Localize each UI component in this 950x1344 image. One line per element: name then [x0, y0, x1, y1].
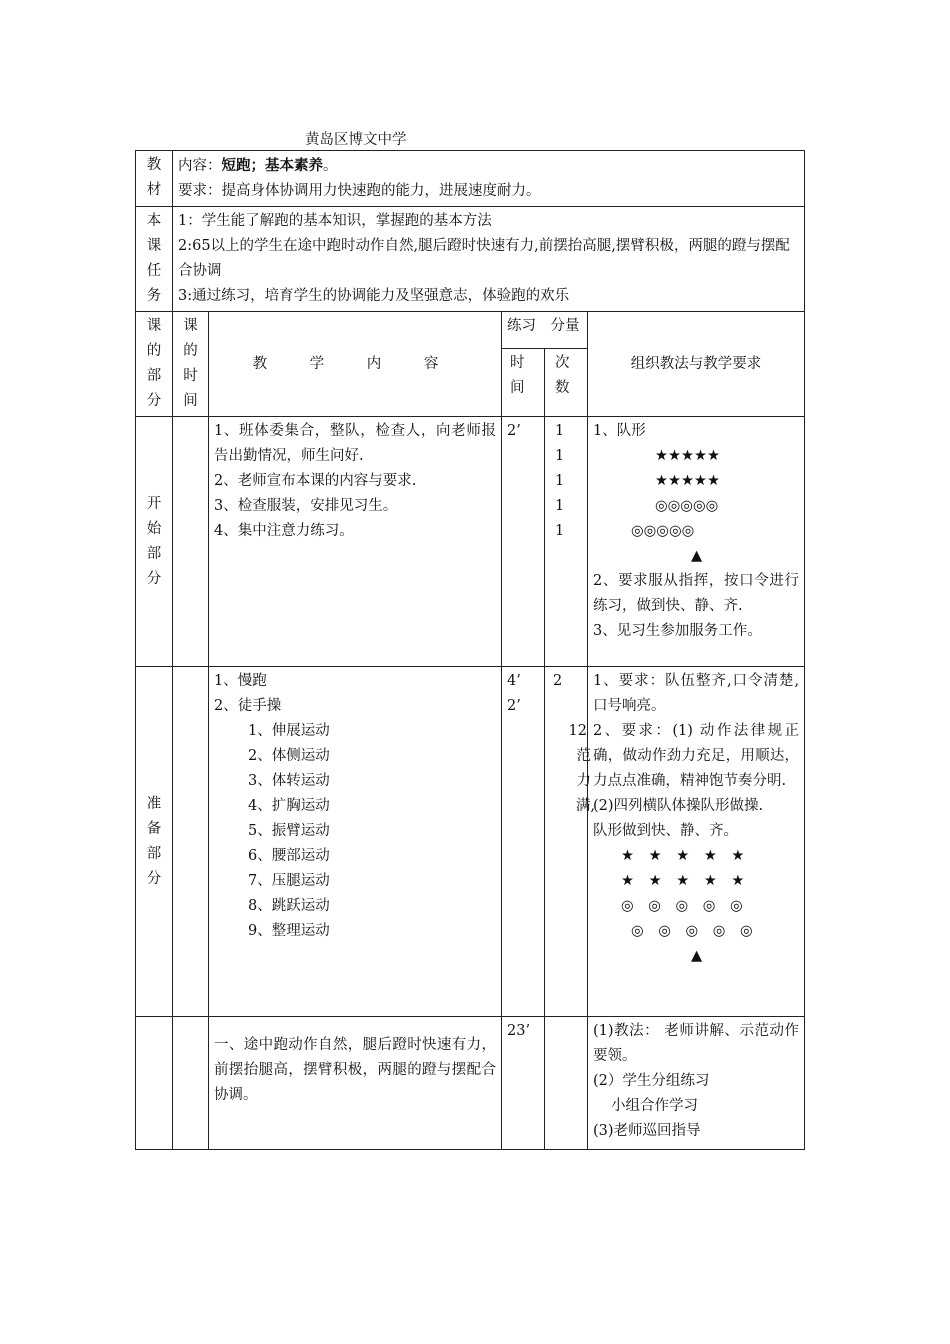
start-method-title: 1、队形	[593, 423, 646, 439]
basic-content: 一、途中跑动作自然，腿后蹬时快速有力，前摆抬腿高，摆臂积极，两腿的蹬与摆配合协调。	[209, 1017, 502, 1150]
formation-row: ◎ ◎ ◎ ◎ ◎	[621, 898, 743, 914]
formation-row: ★ ★ ★ ★ ★	[621, 873, 745, 889]
basic-label	[136, 1017, 173, 1150]
formation-row: ◎◎◎◎◎	[655, 498, 719, 514]
exercise-item: 3、体转运动	[248, 773, 330, 789]
formation-row: ★ ★ ★ ★ ★	[621, 848, 745, 864]
formation-row: ★★★★★	[655, 448, 720, 464]
prep-time-cell	[173, 667, 209, 1017]
start-method-item: 3、见习生参加服务工作。	[593, 623, 762, 639]
formation-row: ◎ ◎ ◎ ◎ ◎	[631, 923, 753, 939]
basic-time-cell	[173, 1017, 209, 1150]
start-times: 1 1 1 1 1	[545, 417, 588, 667]
prep-method	[588, 667, 805, 1017]
teacher-marker: ▲	[691, 548, 703, 564]
start-item: 1、班体委集合，整队，检查人，向老师报告出勤情况，师生问好.	[214, 423, 496, 464]
task-content	[173, 207, 805, 312]
school-name: 黄岛区博文中学	[305, 132, 407, 148]
exercise-item: 2、体侧运动	[248, 748, 330, 764]
header-duration: 时 间	[502, 349, 545, 417]
prep-item: 1、慢跑	[214, 673, 267, 689]
prep-duration: 4’ 2’	[502, 667, 545, 1017]
exercise-item: 4、扩胸运动	[248, 798, 330, 814]
basic-method-item: 小组合作学习	[611, 1098, 698, 1114]
formation-row: ◎◎◎◎◎	[631, 523, 695, 539]
prep-method-item: 队形做到快、静、齐。	[593, 823, 738, 839]
start-item: 3、检查服装，安排见习生。	[214, 498, 398, 514]
header-row	[136, 312, 805, 349]
basic-method-item: (2）学生分组练习	[593, 1073, 710, 1089]
start-method	[588, 417, 805, 667]
material-requirement: 要求：提高身体协调用力快速跑的能力，进展速度耐力。	[178, 183, 541, 199]
prep-method-item: 2、要求：(1) 动作法律规正确，做动作劲力充足，用顺达，力点点准确，精神饱节奏分明.	[593, 723, 800, 789]
header-method: 组织教法与教学要求	[588, 312, 805, 417]
prep-item: 2、徒手操	[214, 698, 282, 714]
basic-method	[588, 1017, 805, 1150]
header-load: 练习 分量	[502, 312, 588, 349]
overflow-char: 力	[576, 773, 591, 789]
basic-method-item: (1)教法： 老师讲解、示范动作要领。	[593, 1023, 800, 1064]
prep-method-item: 1、要求：队伍整齐,口令清楚,口号响亮。	[593, 673, 800, 714]
exercise-item: 6、腰部运动	[248, 848, 330, 864]
start-row	[136, 417, 805, 667]
material-content	[173, 151, 805, 207]
start-item: 4、集中注意力练习。	[214, 523, 354, 539]
start-label: 开 始 部 分	[136, 417, 173, 667]
task-item: 1：学生能了解跑的基本知识，掌握跑的基本方法	[178, 213, 492, 229]
material-content-line: 内容：短跑；基本素养。	[178, 157, 338, 174]
header-part: 课 的 部 分	[136, 312, 173, 417]
exercise-item: 5、振臂运动	[248, 823, 330, 839]
formation-row: ★★★★★	[655, 473, 720, 489]
task-item: 2:65以上的学生在途中跑时动作自然,腿后蹬时快速有力,前摆抬高腿,摆臂积极，两腿的蹬与摆配合协调	[178, 238, 790, 279]
header-time: 课 的 时 间	[173, 312, 209, 417]
exercise-item: 1、伸展运动	[248, 723, 330, 739]
task-label: 本 课 任 务	[136, 207, 173, 312]
task-item: 3:通过练习，培育学生的协调能力及坚强意志，体验跑的欢乐	[178, 288, 570, 304]
exercise-item: 7、压腿运动	[248, 873, 330, 889]
prep-label: 准 备 部 分	[136, 667, 173, 1017]
basic-times	[545, 1017, 588, 1150]
basic-method-item: (3)老师巡回指导	[593, 1123, 701, 1139]
exercise-item: 9、整理运动	[248, 923, 330, 939]
prep-content	[209, 667, 502, 1017]
start-item: 2、老师宣布本课的内容与要求.	[214, 473, 417, 489]
overflow-char: 范	[576, 748, 591, 764]
prep-times: 2 12 范 力 满,	[545, 667, 588, 1017]
prep-row	[136, 667, 805, 1017]
task-row	[136, 207, 805, 312]
start-method-item: 2、要求服从指挥，按口令进行练习，做到快、静、齐.	[593, 573, 800, 614]
start-time-cell	[173, 417, 209, 667]
basic-duration: 23’	[502, 1017, 545, 1150]
prep-method-item: (2)四列横队体操队形做操.	[593, 798, 764, 814]
start-duration: 2’	[502, 417, 545, 667]
header-content: 教 学 内 容	[209, 312, 502, 417]
material-topic: 短跑；基本素养	[221, 157, 323, 174]
exercise-item: 8、跳跃运动	[248, 898, 330, 914]
header-times: 次 数	[545, 349, 588, 417]
teacher-marker: ▲	[691, 948, 703, 964]
basic-row	[136, 1017, 805, 1150]
lesson-plan-table	[135, 150, 805, 1150]
start-content	[209, 417, 502, 667]
material-label: 教 材	[136, 151, 173, 207]
material-row	[136, 151, 805, 207]
overflow-char: 满,	[575, 798, 595, 814]
